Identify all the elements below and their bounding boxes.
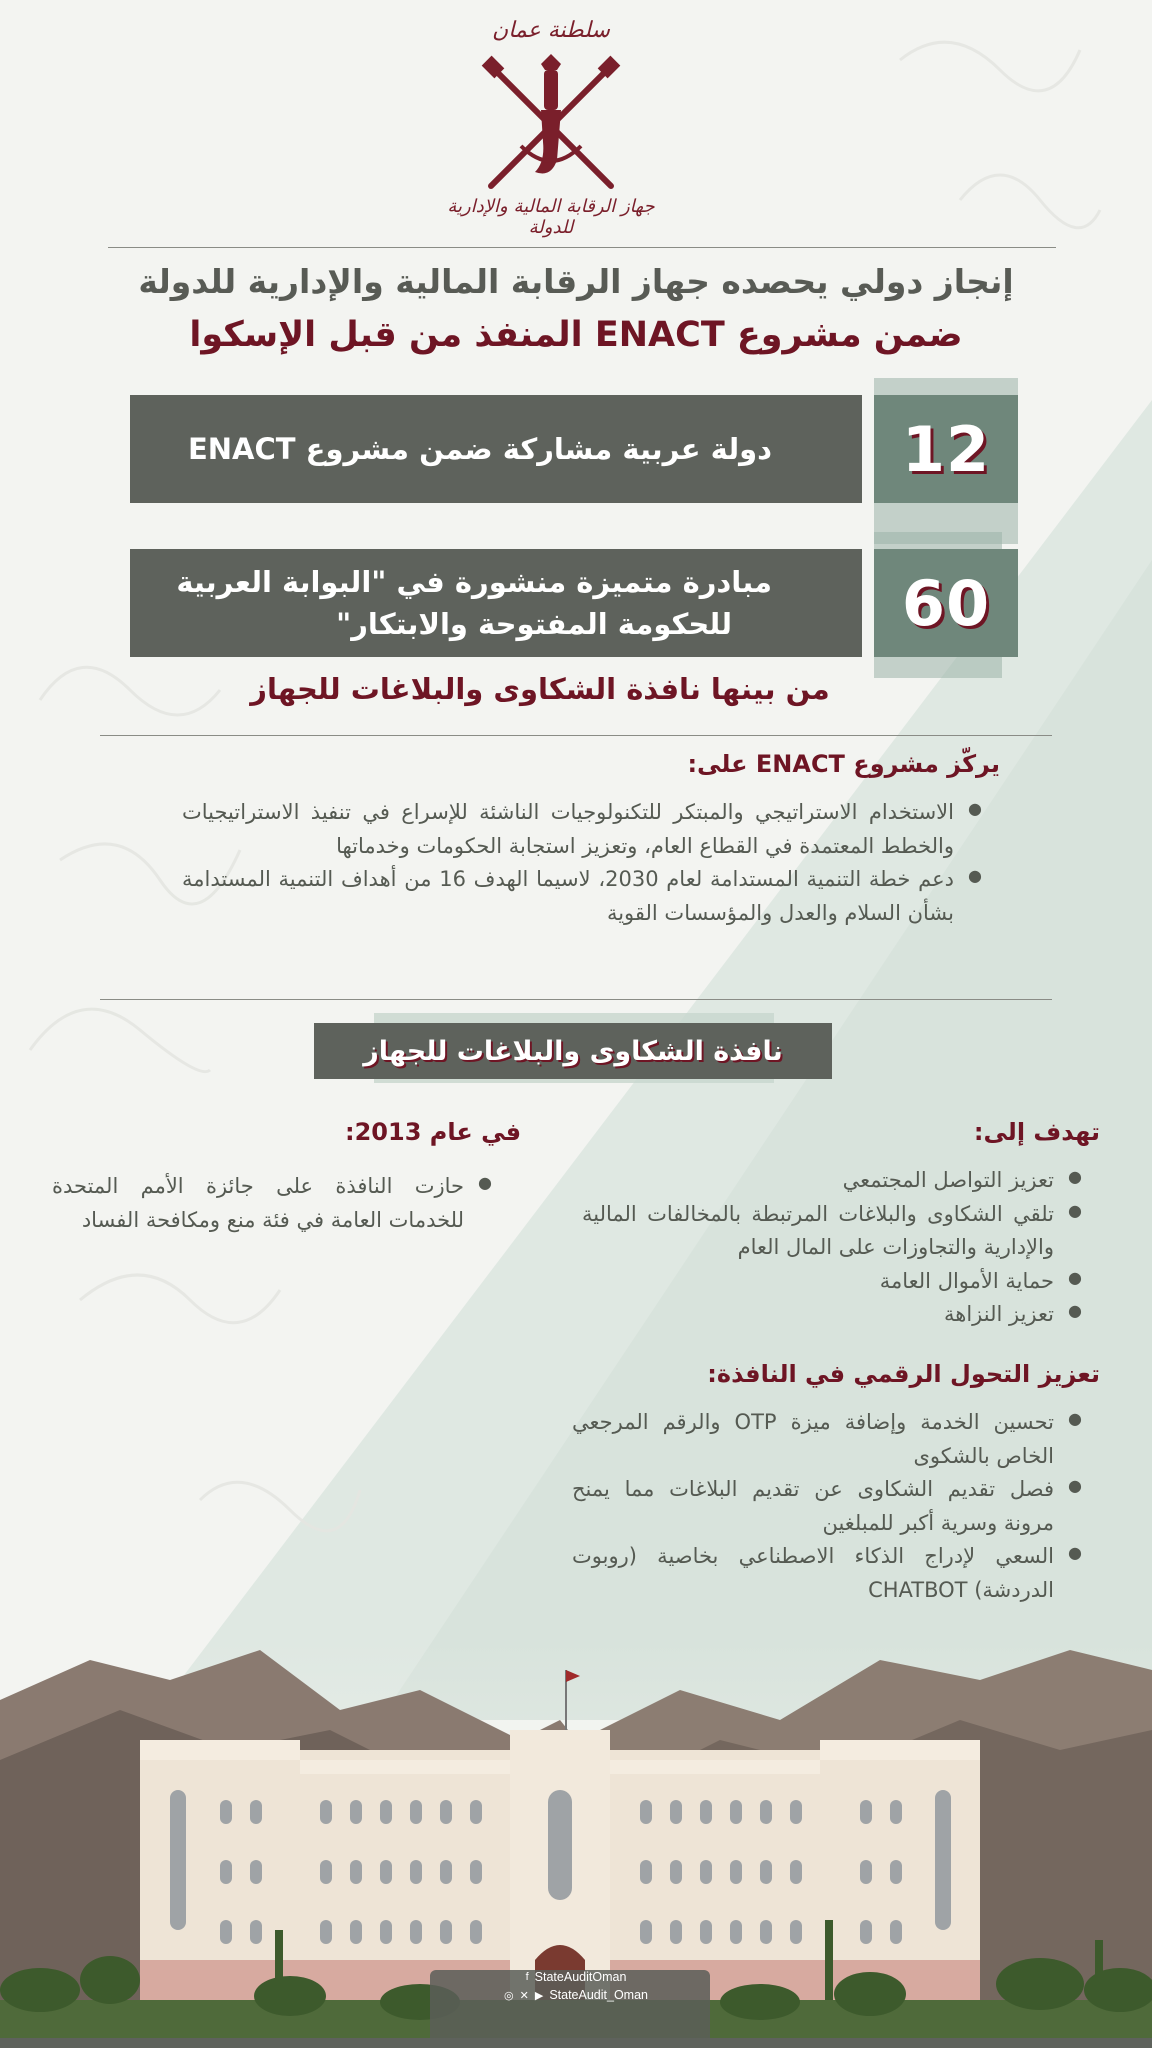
list-item: ● السعي لإدراج الذكاء الاصطناعي بخاصية (روبوت الدردشة) CHATBOT xyxy=(572,1540,1082,1607)
divider xyxy=(100,999,1052,1000)
stat-text-bar xyxy=(130,395,862,503)
x-icon: ✕ xyxy=(519,1989,529,2002)
facebook-row[interactable] xyxy=(440,1970,712,1984)
stat-text-bar xyxy=(130,549,862,657)
divider xyxy=(100,735,1052,736)
focus-title: يركّز مشروع ENACT على: xyxy=(687,750,1000,778)
headline-line-1: إنجاز دولي يحصده جهاز الرقابة المالية والإدارية للدولة xyxy=(138,262,1014,301)
divider xyxy=(108,247,1056,248)
emblem-top-text: سلطنة عمان xyxy=(492,18,610,43)
emblem-bottom-text: جهاز الرقابة المالية والإدارية للدولة xyxy=(447,196,655,238)
list-item: ● دعم خطة التنمية المستدامة لعام 2030، لاسيما الهدف 16 من أهداف التنمية المستدامة بشأن السلام والعدل والمؤسسات القوية xyxy=(182,863,982,930)
aims-list xyxy=(582,1164,1082,1332)
stat-text-line-2: للحكومة المفتوحة والابتكار" xyxy=(336,607,732,641)
stat-number: 60 xyxy=(874,549,1018,657)
other-social-handle: StateAudit_Oman xyxy=(549,1988,648,2002)
youtube-icon: ▶ xyxy=(534,1989,544,2002)
list-item: ● حازت النافذة على جائزة الأمم المتحدة للخدمات العامة في فئة منع ومكافحة الفساد xyxy=(52,1170,492,1237)
facebook-icon: f xyxy=(525,1971,529,1983)
list-item: ● فصل تقديم الشكاوى عن تقديم البلاغات مما يمنح مرونة وسرية أكبر للمبلغين xyxy=(572,1473,1082,1540)
banner-text: نافذة الشكاوى والبلاغات للجهاز xyxy=(314,1023,832,1079)
list-item: ● الاستخدام الاستراتيجي والمبتكر للتكنولوجيات الناشئة للإسراع في تنفيذ الاستراتيجيات والخطط المعتمدة في القطاع العام، وتعزيز استجابة الحكومات وخدماتها xyxy=(182,796,982,863)
digital-list xyxy=(572,1406,1082,1608)
stat-text: دولة عربية مشاركة ضمن مشروع ENACT xyxy=(187,431,772,466)
digital-title: تعزيز التحول الرقمي في النافذة: xyxy=(707,1360,1100,1388)
list-item: ● حماية الأموال العامة xyxy=(582,1265,1082,1299)
list-item: ● تعزيز النزاهة xyxy=(582,1298,1082,1332)
list-item: ● تحسين الخدمة وإضافة ميزة OTP والرقم المرجعي الخاص بالشكوى xyxy=(572,1406,1082,1473)
headline-line-2: ضمن مشروع ENACT المنفذ من قبل الإسكوا xyxy=(189,315,963,355)
list-item: ● تلقي الشكاوى والبلاغات المرتبطة بالمخالفات المالية والإدارية والتجاوزات على المال العام xyxy=(582,1198,1082,1265)
year-2013-title: في عام 2013: xyxy=(345,1118,522,1146)
oman-state-audit-emblem xyxy=(426,18,676,238)
stat-number: 12 xyxy=(874,395,1018,503)
complaints-window-banner xyxy=(314,1013,832,1083)
other-social-row[interactable] xyxy=(440,1988,712,2002)
facebook-handle: StateAuditOman xyxy=(534,1970,627,1984)
highlight-line: من بينها نافذة الشكاوى والبلاغات للجهاز xyxy=(250,672,830,706)
list-item: ● تعزيز التواصل المجتمعي xyxy=(582,1164,1082,1198)
focus-list xyxy=(182,796,982,930)
khanjar-emblem-icon xyxy=(466,46,636,196)
stat-text-line-1: مبادرة متميزة منشورة في "البوابة العربية xyxy=(176,564,772,599)
year-2013-list xyxy=(52,1170,492,1237)
aims-title: تهدف إلى: xyxy=(973,1118,1100,1146)
instagram-icon: ◎ xyxy=(504,1989,514,2002)
social-media-handles xyxy=(440,1970,712,2030)
